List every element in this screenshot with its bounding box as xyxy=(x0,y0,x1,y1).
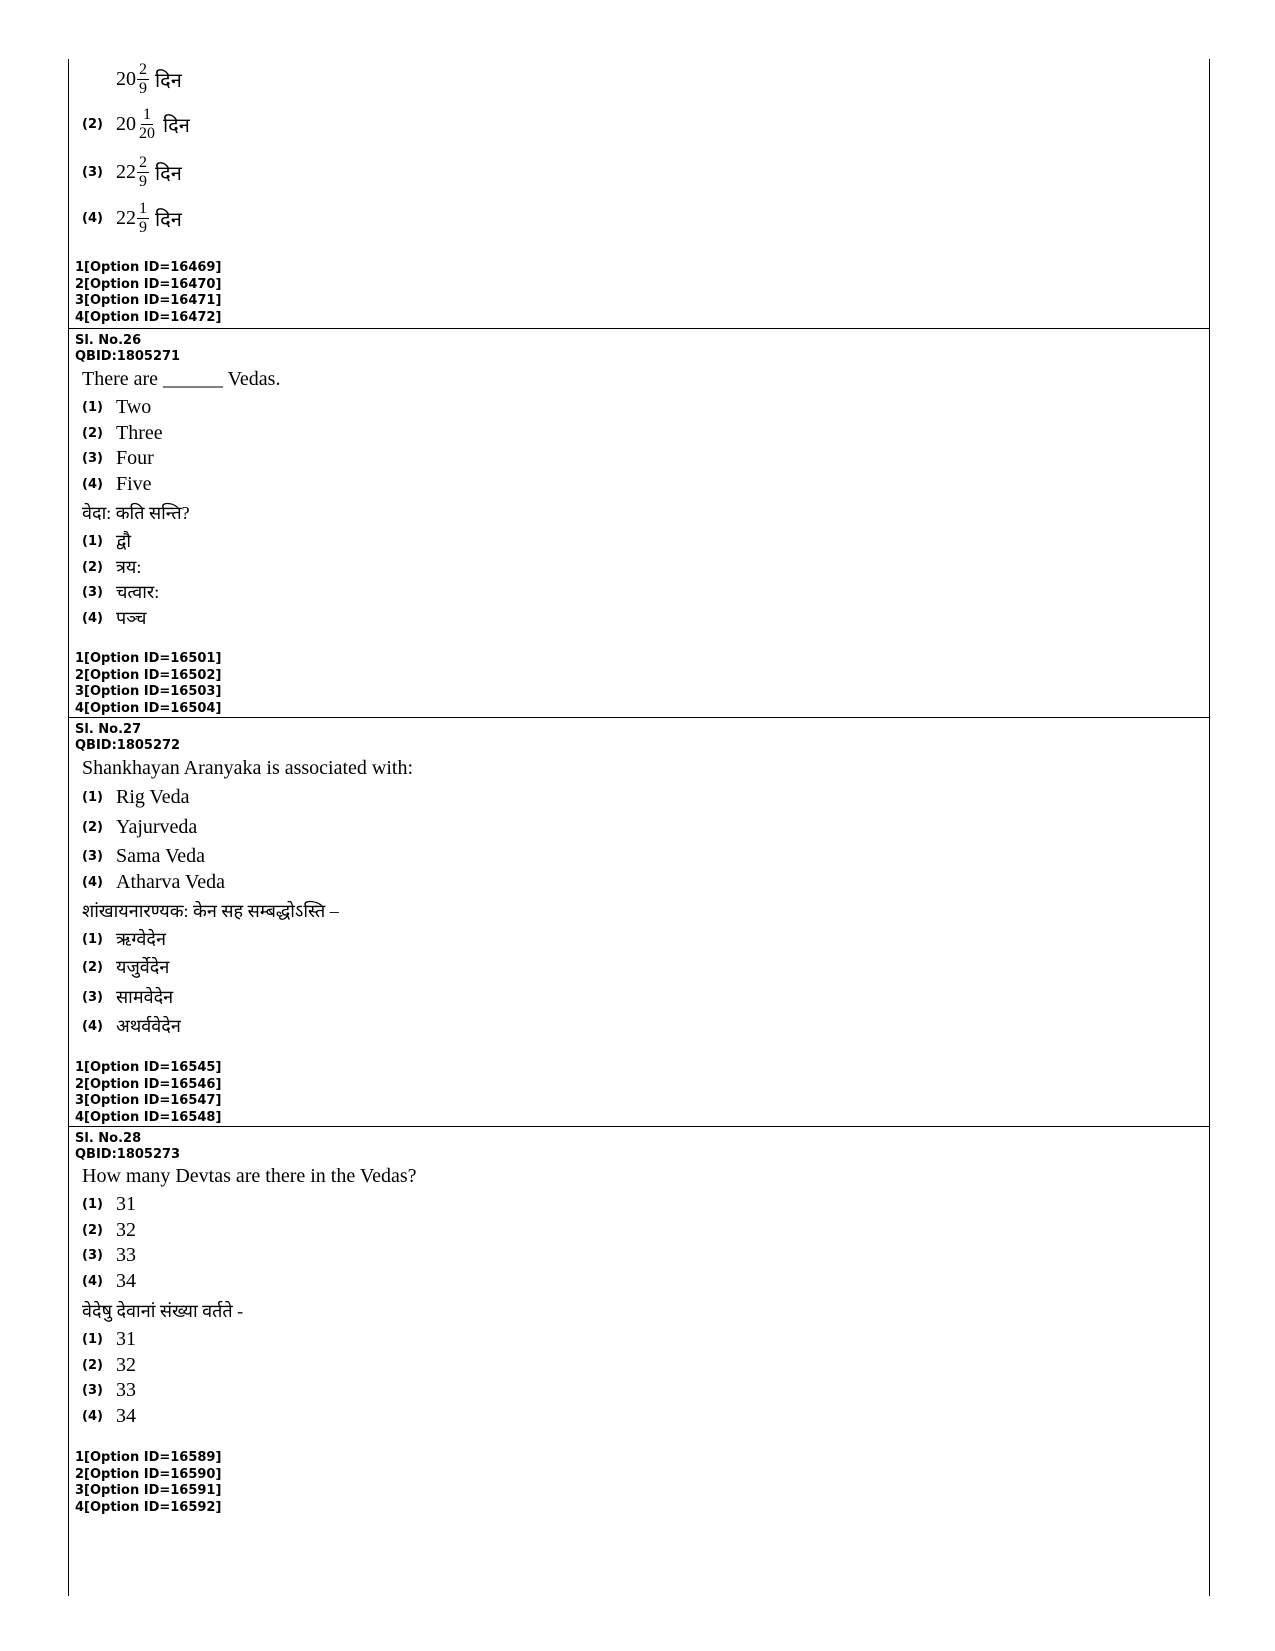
option-number: (1) xyxy=(82,400,103,415)
option-number: (3) xyxy=(82,165,103,180)
qbid: QBID:1805271 xyxy=(75,349,181,364)
option-number: (1) xyxy=(82,931,103,947)
whole-part: 22 xyxy=(116,207,136,229)
option-row xyxy=(82,1244,136,1267)
option-id-list xyxy=(75,260,221,326)
option-id: 1[Option ID=16501] xyxy=(75,651,222,666)
option-text: Two xyxy=(116,396,152,418)
option-number: (4) xyxy=(82,1409,103,1424)
option-row xyxy=(82,1014,181,1038)
option-text: 33 xyxy=(116,1379,136,1401)
option-row xyxy=(82,200,182,237)
option-text: 34 xyxy=(116,1270,136,1292)
unit-label: दिन xyxy=(163,115,190,137)
option-id-list xyxy=(75,651,221,717)
option-text: सामवेदेन xyxy=(116,987,174,1007)
option-text: यजुर्वेदेन xyxy=(116,957,170,977)
option-id: 4[Option ID=16592] xyxy=(75,1499,222,1515)
option-id: 1[Option ID=16545] xyxy=(75,1060,222,1075)
option-text: Five xyxy=(116,473,152,495)
option-id: 3[Option ID=16547] xyxy=(75,1093,222,1108)
option-row xyxy=(82,1219,136,1242)
option-number: (2) xyxy=(82,959,103,975)
option-text: ऋग्वेदेन xyxy=(116,929,166,949)
option-number: (4) xyxy=(82,477,103,492)
question-text-hi: वेदा: कति सन्ति? xyxy=(82,503,190,523)
option-number: (4) xyxy=(82,1018,103,1034)
option-text: 32 xyxy=(116,1354,136,1376)
option-row xyxy=(82,606,146,630)
fraction xyxy=(137,106,157,143)
option-row xyxy=(82,985,173,1009)
option-id-list xyxy=(75,1060,221,1126)
option-number: (4) xyxy=(82,875,103,890)
mixed-fraction xyxy=(116,106,190,143)
option-id: 2[Option ID=16470] xyxy=(75,276,222,292)
option-row xyxy=(82,1379,136,1402)
serial-number: Sl. No.27 xyxy=(75,722,142,737)
option-number: (2) xyxy=(82,820,103,835)
option-row xyxy=(82,955,169,979)
option-number: (1) xyxy=(82,790,103,805)
option-number: (1) xyxy=(82,533,103,549)
option-row xyxy=(82,845,205,868)
fraction xyxy=(137,61,149,98)
option-text: 31 xyxy=(116,1328,136,1350)
section-divider xyxy=(69,1126,1209,1127)
option-text: 33 xyxy=(116,1244,136,1266)
option-id: 1[Option ID=16469] xyxy=(75,260,222,275)
denominator: 9 xyxy=(139,80,147,97)
option-row xyxy=(82,786,190,809)
serial-number: Sl. No.26 xyxy=(75,333,142,348)
option-row xyxy=(82,61,182,98)
option-row xyxy=(82,1405,136,1428)
option-text: 32 xyxy=(116,1219,136,1241)
numerator: 2 xyxy=(139,61,147,78)
option-text: Sama Veda xyxy=(116,845,206,867)
denominator: 20 xyxy=(139,125,155,142)
option-row xyxy=(82,1270,136,1293)
option-number: (2) xyxy=(82,1358,103,1373)
mixed-fraction xyxy=(116,61,182,98)
option-number: (3) xyxy=(82,849,103,864)
option-row xyxy=(82,106,190,143)
option-id: 3[Option ID=16503] xyxy=(75,684,222,699)
option-number: (1) xyxy=(82,1197,103,1212)
option-text: Atharva Veda xyxy=(116,871,226,893)
option-row xyxy=(82,447,154,470)
option-id: 2[Option ID=16502] xyxy=(75,667,222,683)
option-row xyxy=(82,396,151,419)
question-sheet xyxy=(68,59,1210,1596)
option-row xyxy=(82,473,152,496)
option-number: (4) xyxy=(82,211,103,226)
section-divider xyxy=(69,717,1209,718)
whole-part: 20 xyxy=(116,68,136,90)
numerator: 2 xyxy=(139,154,147,171)
option-text: Four xyxy=(116,447,154,469)
option-text: Rig Veda xyxy=(116,786,190,808)
unit-label: दिन xyxy=(155,163,182,185)
option-text: Yajurveda xyxy=(116,816,198,838)
whole-part: 20 xyxy=(116,113,136,135)
option-id: 4[Option ID=16472] xyxy=(75,309,222,325)
denominator: 9 xyxy=(139,173,147,190)
whole-part: 22 xyxy=(116,161,136,183)
qbid: QBID:1805272 xyxy=(75,738,181,753)
option-number: (4) xyxy=(82,610,103,626)
option-text: द्वौ xyxy=(116,531,132,551)
option-number: (1) xyxy=(82,1332,103,1347)
question-text-en: Shankhayan Aranyaka is associated with: xyxy=(82,757,414,779)
denominator: 9 xyxy=(139,219,147,236)
mixed-fraction xyxy=(116,154,182,191)
option-id: 4[Option ID=16504] xyxy=(75,700,222,716)
serial-number: Sl. No.28 xyxy=(75,1131,142,1146)
option-text: त्रय: xyxy=(116,557,142,577)
numerator: 1 xyxy=(139,200,147,217)
option-number: (2) xyxy=(82,426,103,441)
option-row xyxy=(82,1328,136,1351)
section-divider xyxy=(69,328,1209,329)
option-number: (3) xyxy=(82,989,103,1005)
question-text-en: There are ______ Vedas. xyxy=(82,368,281,390)
option-row xyxy=(82,1354,136,1377)
option-id: 3[Option ID=16591] xyxy=(75,1483,222,1498)
option-number: (4) xyxy=(82,1274,103,1289)
option-row xyxy=(82,529,131,553)
question-text-hi: शांखायनारण्यक: केन सह सम्बद्धोऽस्ति – xyxy=(82,901,339,921)
option-id: 1[Option ID=16589] xyxy=(75,1450,222,1465)
option-row xyxy=(82,555,141,579)
option-id: 3[Option ID=16471] xyxy=(75,293,222,308)
qbid: QBID:1805273 xyxy=(75,1147,181,1162)
option-row xyxy=(82,580,159,604)
option-row xyxy=(82,422,163,445)
option-number: (3) xyxy=(82,451,103,466)
numerator: 1 xyxy=(143,106,151,123)
option-text: 31 xyxy=(116,1193,136,1215)
option-row xyxy=(82,154,182,191)
option-number: (3) xyxy=(82,1248,103,1263)
question-text-en: How many Devtas are there in the Vedas? xyxy=(82,1165,417,1187)
fraction xyxy=(137,154,149,191)
option-number: (2) xyxy=(82,559,103,575)
option-number: (2) xyxy=(82,117,103,132)
option-number: (3) xyxy=(82,584,103,600)
unit-label: दिन xyxy=(155,70,182,92)
option-id: 2[Option ID=16590] xyxy=(75,1466,222,1482)
mixed-fraction xyxy=(116,200,182,237)
option-number: (2) xyxy=(82,1223,103,1238)
option-row xyxy=(82,927,166,951)
option-row xyxy=(82,1193,136,1216)
option-text: चत्वार: xyxy=(116,582,160,602)
option-id: 4[Option ID=16548] xyxy=(75,1109,222,1125)
option-row xyxy=(82,871,225,894)
fraction xyxy=(137,200,149,237)
option-number: (3) xyxy=(82,1383,103,1398)
question-text-hi: वेदेषु देवानां संख्या वर्तते - xyxy=(82,1301,244,1321)
option-id: 2[Option ID=16546] xyxy=(75,1076,222,1092)
option-row xyxy=(82,816,197,839)
option-id-list xyxy=(75,1450,221,1516)
option-text: पञ्च xyxy=(116,608,147,628)
option-text: Three xyxy=(116,422,163,444)
option-text: अथर्ववेदेन xyxy=(116,1016,181,1036)
option-text: 34 xyxy=(116,1405,136,1427)
unit-label: दिन xyxy=(155,209,182,231)
